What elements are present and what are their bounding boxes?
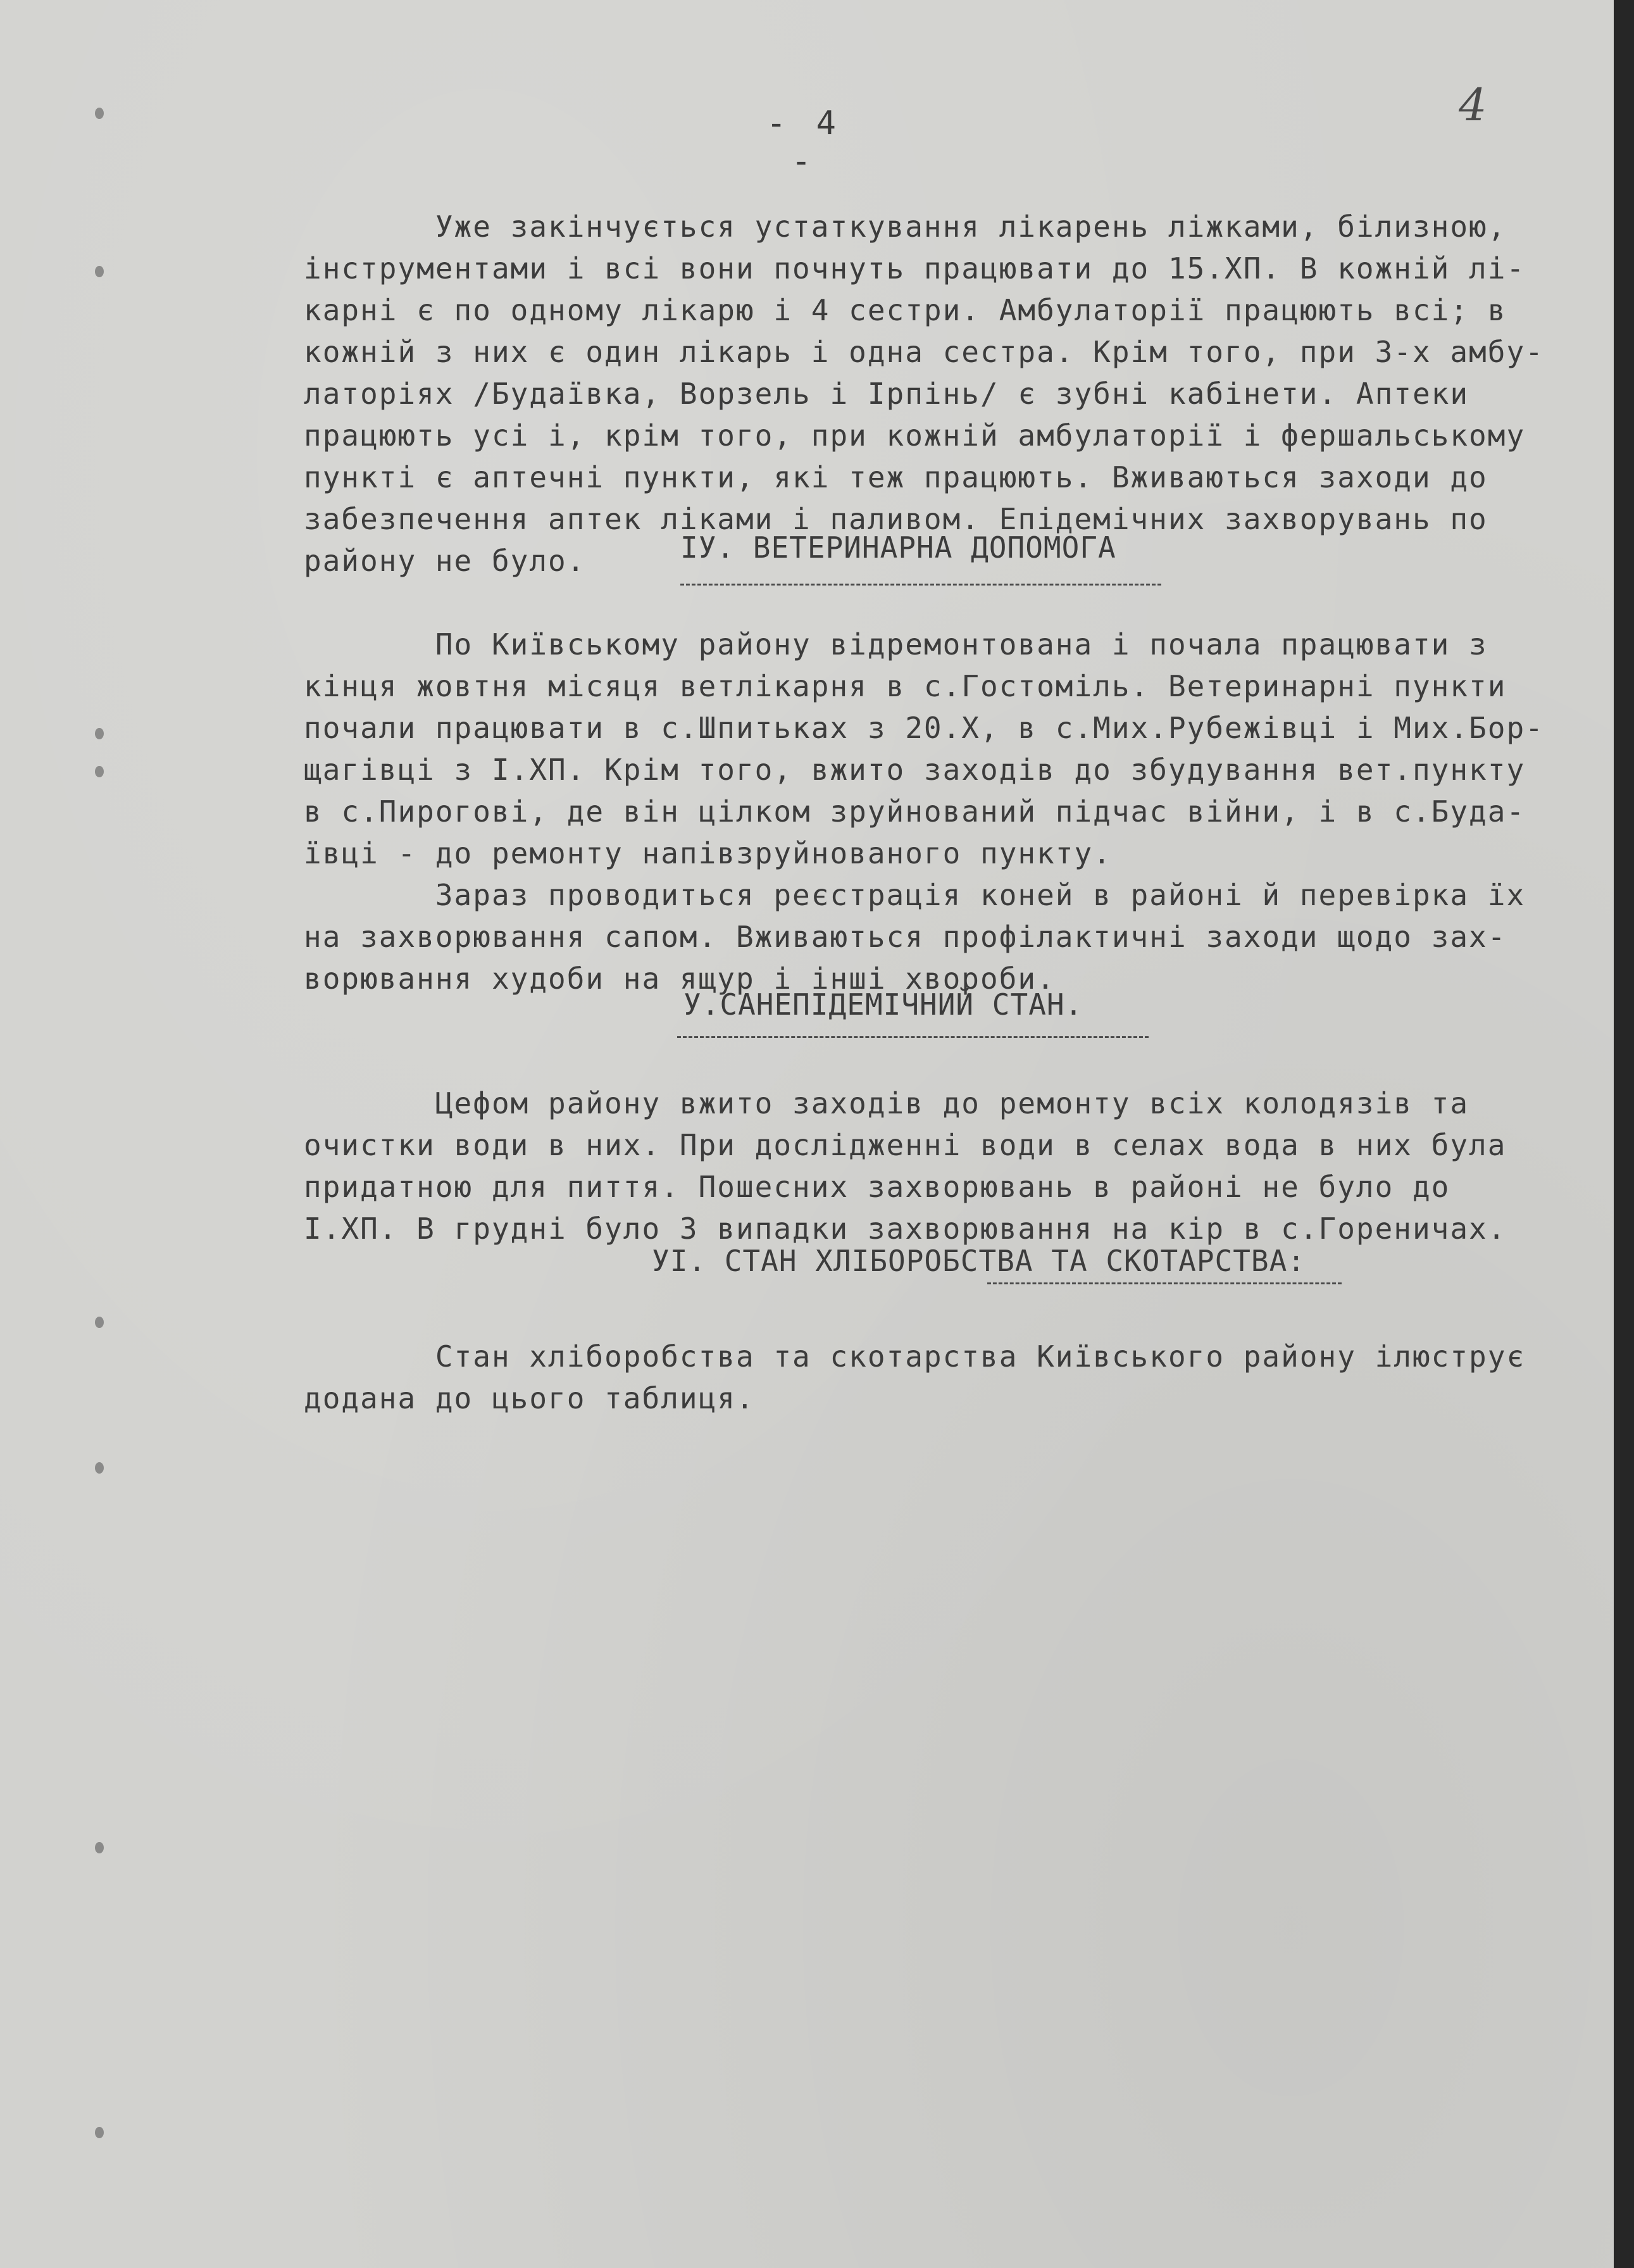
punch-hole [95, 728, 104, 739]
paragraph-agriculture [304, 1336, 1544, 1419]
punch-hole [95, 1842, 104, 1853]
text-line: в с.Пирогові, де він цілком зруйнований підчас війни, і в с.Буда- [304, 794, 1526, 829]
text-line: працюють усі і, крім того, при кожній амбулаторії і фершальському [304, 418, 1526, 453]
paragraph-medical [304, 206, 1544, 582]
heading-underline [987, 1282, 1342, 1284]
text-line: щагівці з І.ХП. Крім того, вжито заходів до збудування вет.пункту [304, 753, 1526, 787]
section-heading-agriculture: УІ. СТАН ХЛІБОРОБСТВА ТА СКОТАРСТВА: [652, 1244, 1306, 1278]
text-line: Стан хліборобства та скотарства Київського району ілюструє [304, 1339, 1526, 1374]
section-heading-veterinary: ІУ. ВЕТЕРИНАРНА ДОПОМОГА [680, 530, 1116, 565]
text-line: інструментами і всі вони почнуть працювати до 15.ХП. В кожній лі- [304, 251, 1526, 285]
punch-hole [95, 266, 104, 277]
text-line: Уже закінчується устаткування лікарень ліжками, білизною, [304, 210, 1507, 244]
text-line: пункті є аптечні пункти, які теж працюють. Вживаються заходи до [304, 460, 1488, 494]
text-line: додана до цього таблиця. [304, 1381, 755, 1415]
text-line: почали працювати в с.Шпитьках з 20.Х, в с.Мих.Рубежівці і Мих.Бор- [304, 711, 1544, 745]
text-line: кінця жовтня місяця ветлікарня в с.Гостоміль. Ветеринарні пункти [304, 669, 1507, 703]
text-line: І.ХП. В грудні було 3 випадки захворювання на кір в с.Гореничах. [304, 1212, 1507, 1246]
text-line: ївці - до ремонту напівзруйнованого пункту. [304, 836, 1112, 870]
paragraph-veterinary-1 [304, 623, 1544, 874]
punch-hole [95, 1317, 104, 1328]
page-number: - 4 - [766, 104, 841, 180]
text-line: латоріях /Будаївка, Ворзель і Ірпінь/ є зубні кабінети. Аптеки [304, 377, 1469, 411]
text-line: очистки води в них. При дослідженні води в селах вода в них була [304, 1128, 1507, 1162]
heading-underline [680, 584, 1161, 586]
punch-hole [95, 1462, 104, 1474]
text-line: Зараз проводиться реєстрація коней в районі й перевірка їх [304, 878, 1526, 912]
text-line: Цефом району вжито заходів до ремонту всіх колодязів та [304, 1086, 1469, 1120]
text-line: кожній з них є один лікарь і одна сестра. Крім того, при 3-х амбу- [304, 335, 1544, 369]
punch-hole [95, 766, 104, 777]
text-line: забезпечення аптек ліками і паливом. Епідемічних захворувань по [304, 502, 1488, 536]
paragraph-sanitary [304, 1082, 1544, 1250]
text-line: придатною для пиття. Пошесних захворювань в районі не було до [304, 1170, 1450, 1204]
paragraph-veterinary-2 [304, 874, 1544, 999]
text-line: району не було. [304, 544, 586, 578]
text-line: По Київському району відремонтована і почала працювати з [304, 627, 1488, 661]
punch-hole [95, 2127, 104, 2138]
archive-page-number: 4 [1459, 79, 1487, 131]
section-heading-sanitary: У.САНЕПІДЕМІЧНИЙ СТАН. [683, 987, 1083, 1022]
text-line: ворювання худоби на ящур і інші хвороби. [304, 962, 1056, 996]
heading-underline [677, 1036, 1149, 1038]
text-line: карні є по одному лікарю і 4 сестри. Амбулаторії працюють всі; в [304, 293, 1507, 327]
text-line: на захворювання сапом. Вживаються профілактичні заходи щодо зах- [304, 920, 1507, 954]
scan-edge [1614, 0, 1634, 2268]
punch-hole [95, 108, 104, 119]
